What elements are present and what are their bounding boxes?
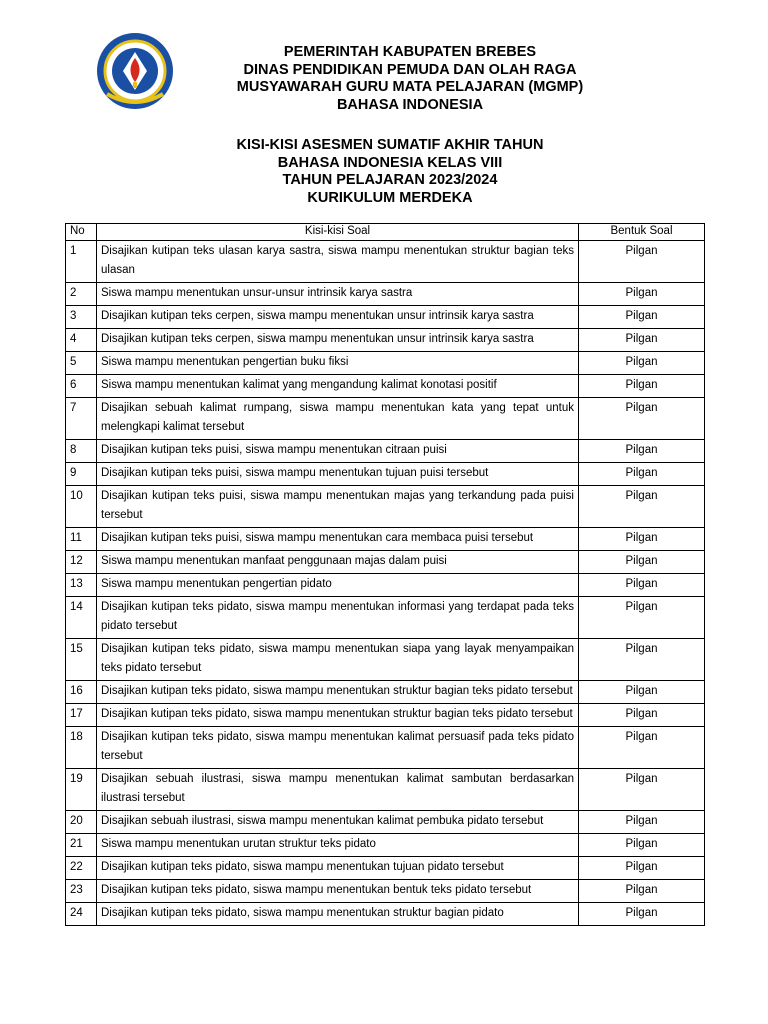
row-number: 4 — [66, 329, 97, 352]
row-number: 18 — [66, 727, 97, 769]
row-kisi-kisi-soal: Siswa mampu menentukan unsur-unsur intrinsik karya sastra — [97, 283, 579, 306]
table-row — [66, 398, 705, 440]
row-kisi-kisi-soal: Disajikan kutipan teks pidato, siswa mampu menentukan bentuk teks pidato tersebut — [97, 880, 579, 903]
table-row — [66, 551, 705, 574]
row-bentuk-soal: Pilgan — [579, 681, 705, 704]
table-row — [66, 283, 705, 306]
column-header-kisi-kisi-soal: Kisi-kisi Soal — [97, 224, 579, 241]
table-row — [66, 727, 705, 769]
table-row — [66, 681, 705, 704]
row-kisi-kisi-soal: Siswa mampu menentukan pengertian pidato — [97, 574, 579, 597]
row-bentuk-soal: Pilgan — [579, 551, 705, 574]
table-row — [66, 880, 705, 903]
table-row — [66, 306, 705, 329]
row-bentuk-soal: Pilgan — [579, 440, 705, 463]
row-bentuk-soal: Pilgan — [579, 241, 705, 283]
row-kisi-kisi-soal: Disajikan sebuah ilustrasi, siswa mampu menentukan kalimat pembuka pidato tersebut — [97, 811, 579, 834]
row-kisi-kisi-soal: Disajikan kutipan teks pidato, siswa mampu menentukan tujuan pidato tersebut — [97, 857, 579, 880]
table-row — [66, 574, 705, 597]
row-bentuk-soal: Pilgan — [579, 811, 705, 834]
row-kisi-kisi-soal: Disajikan kutipan teks pidato, siswa mampu menentukan kalimat persuasif pada teks pidato tersebut — [97, 727, 579, 769]
table-row — [66, 704, 705, 727]
row-number: 10 — [66, 486, 97, 528]
row-number: 16 — [66, 681, 97, 704]
row-kisi-kisi-soal: Siswa mampu menentukan pengertian buku fiksi — [97, 352, 579, 375]
table-row — [66, 528, 705, 551]
letterhead-line-1: PEMERINTAH KABUPATEN BREBES — [283, 44, 537, 60]
table-header-row — [66, 224, 705, 241]
row-number: 3 — [66, 306, 97, 329]
row-bentuk-soal: Pilgan — [579, 574, 705, 597]
row-kisi-kisi-soal: Disajikan kutipan teks cerpen, siswa mampu menentukan unsur intrinsik karya sastra — [97, 329, 579, 352]
row-kisi-kisi-soal: Disajikan kutipan teks puisi, siswa mampu menentukan majas yang terkandung pada puisi tersebut — [97, 486, 579, 528]
row-kisi-kisi-soal: Disajikan kutipan teks puisi, siswa mampu menentukan citraan puisi — [97, 440, 579, 463]
row-number: 21 — [66, 834, 97, 857]
row-number: 17 — [66, 704, 97, 727]
row-bentuk-soal: Pilgan — [579, 375, 705, 398]
row-number: 13 — [66, 574, 97, 597]
table-body — [66, 241, 705, 926]
column-header-no: No — [66, 224, 97, 241]
row-bentuk-soal: Pilgan — [579, 486, 705, 528]
letterhead-line-4: BAHASA INDONESIA — [336, 96, 484, 113]
table-row — [66, 857, 705, 880]
row-number: 23 — [66, 880, 97, 903]
row-number: 22 — [66, 857, 97, 880]
title-line-3: TAHUN PELAJARAN 2023/2024 — [282, 172, 498, 188]
row-number: 15 — [66, 639, 97, 681]
row-number: 2 — [66, 283, 97, 306]
row-bentuk-soal: Pilgan — [579, 398, 705, 440]
table-row — [66, 375, 705, 398]
row-kisi-kisi-soal: Disajikan kutipan teks pidato, siswa mampu menentukan struktur bagian teks pidato tersebut — [97, 681, 579, 704]
row-bentuk-soal: Pilgan — [579, 704, 705, 727]
row-kisi-kisi-soal: Disajikan sebuah ilustrasi, siswa mampu menentukan kalimat sambutan berdasarkan ilustrasi tersebut — [97, 769, 579, 811]
document-title — [190, 137, 590, 207]
row-kisi-kisi-soal: Disajikan kutipan teks puisi, siswa mampu menentukan tujuan puisi tersebut — [97, 463, 579, 486]
row-number: 7 — [66, 398, 97, 440]
government-letterhead — [200, 44, 620, 114]
row-kisi-kisi-soal: Siswa mampu menentukan manfaat penggunaan majas dalam puisi — [97, 551, 579, 574]
row-number: 6 — [66, 375, 97, 398]
row-kisi-kisi-soal: Disajikan kutipan teks ulasan karya sastra, siswa mampu menentukan struktur bagian teks ulasan — [97, 241, 579, 283]
table-row — [66, 597, 705, 639]
row-bentuk-soal: Pilgan — [579, 769, 705, 811]
row-number: 8 — [66, 440, 97, 463]
table-row — [66, 769, 705, 811]
row-bentuk-soal: Pilgan — [579, 528, 705, 551]
row-number: 11 — [66, 528, 97, 551]
title-line-1: KISI-KISI ASESMEN SUMATIF AKHIR TAHUN — [236, 137, 544, 153]
table-row — [66, 903, 705, 926]
table-row — [66, 811, 705, 834]
table-row — [66, 241, 705, 283]
row-number: 14 — [66, 597, 97, 639]
table-row — [66, 352, 705, 375]
row-kisi-kisi-soal: Disajikan kutipan teks puisi, siswa mampu menentukan cara membaca puisi tersebut — [97, 528, 579, 551]
row-kisi-kisi-soal: Disajikan sebuah kalimat rumpang, siswa mampu menentukan kata yang tepat untuk melengkapi kalimat tersebut — [97, 398, 579, 440]
column-header-bentuk-soal: Bentuk Soal — [579, 224, 705, 241]
title-line-4: KURIKULUM MERDEKA — [307, 189, 473, 206]
kisi-kisi-table — [65, 223, 705, 926]
table-row — [66, 440, 705, 463]
table-row — [66, 834, 705, 857]
row-number: 20 — [66, 811, 97, 834]
letterhead-line-2: DINAS PENDIDIKAN PEMUDA DAN OLAH RAGA — [243, 61, 577, 78]
row-kisi-kisi-soal: Disajikan kutipan teks pidato, siswa mampu menentukan struktur bagian teks pidato tersebut — [97, 704, 579, 727]
row-bentuk-soal: Pilgan — [579, 306, 705, 329]
row-bentuk-soal: Pilgan — [579, 903, 705, 926]
row-bentuk-soal: Pilgan — [579, 727, 705, 769]
row-kisi-kisi-soal: Disajikan kutipan teks cerpen, siswa mampu menentukan unsur intrinsik karya sastra — [97, 306, 579, 329]
row-bentuk-soal: Pilgan — [579, 880, 705, 903]
row-bentuk-soal: Pilgan — [579, 352, 705, 375]
row-bentuk-soal: Pilgan — [579, 463, 705, 486]
row-number: 19 — [66, 769, 97, 811]
title-line-2: BAHASA INDONESIA KELAS VIII — [277, 154, 503, 171]
kabupaten-brebes-emblem — [87, 30, 183, 112]
row-kisi-kisi-soal: Disajikan kutipan teks pidato, siswa mampu menentukan struktur bagian pidato — [97, 903, 579, 926]
row-bentuk-soal: Pilgan — [579, 639, 705, 681]
row-kisi-kisi-soal: Siswa mampu menentukan kalimat yang mengandung kalimat konotasi positif — [97, 375, 579, 398]
row-number: 12 — [66, 551, 97, 574]
letterhead-line-3: MUSYAWARAH GURU MATA PELAJARAN (MGMP) — [236, 79, 584, 95]
row-kisi-kisi-soal: Disajikan kutipan teks pidato, siswa mampu menentukan siapa yang layak menyampaikan teks pidato tersebut — [97, 639, 579, 681]
row-bentuk-soal: Pilgan — [579, 597, 705, 639]
row-number: 1 — [66, 241, 97, 283]
row-number: 24 — [66, 903, 97, 926]
table-row — [66, 486, 705, 528]
row-bentuk-soal: Pilgan — [579, 283, 705, 306]
table-row — [66, 329, 705, 352]
row-kisi-kisi-soal: Disajikan kutipan teks pidato, siswa mampu menentukan informasi yang terdapat pada teks pidato tersebut — [97, 597, 579, 639]
row-number: 9 — [66, 463, 97, 486]
row-bentuk-soal: Pilgan — [579, 857, 705, 880]
table-row — [66, 639, 705, 681]
row-bentuk-soal: Pilgan — [579, 329, 705, 352]
table-row — [66, 463, 705, 486]
row-number: 5 — [66, 352, 97, 375]
row-kisi-kisi-soal: Siswa mampu menentukan urutan struktur teks pidato — [97, 834, 579, 857]
row-bentuk-soal: Pilgan — [579, 834, 705, 857]
